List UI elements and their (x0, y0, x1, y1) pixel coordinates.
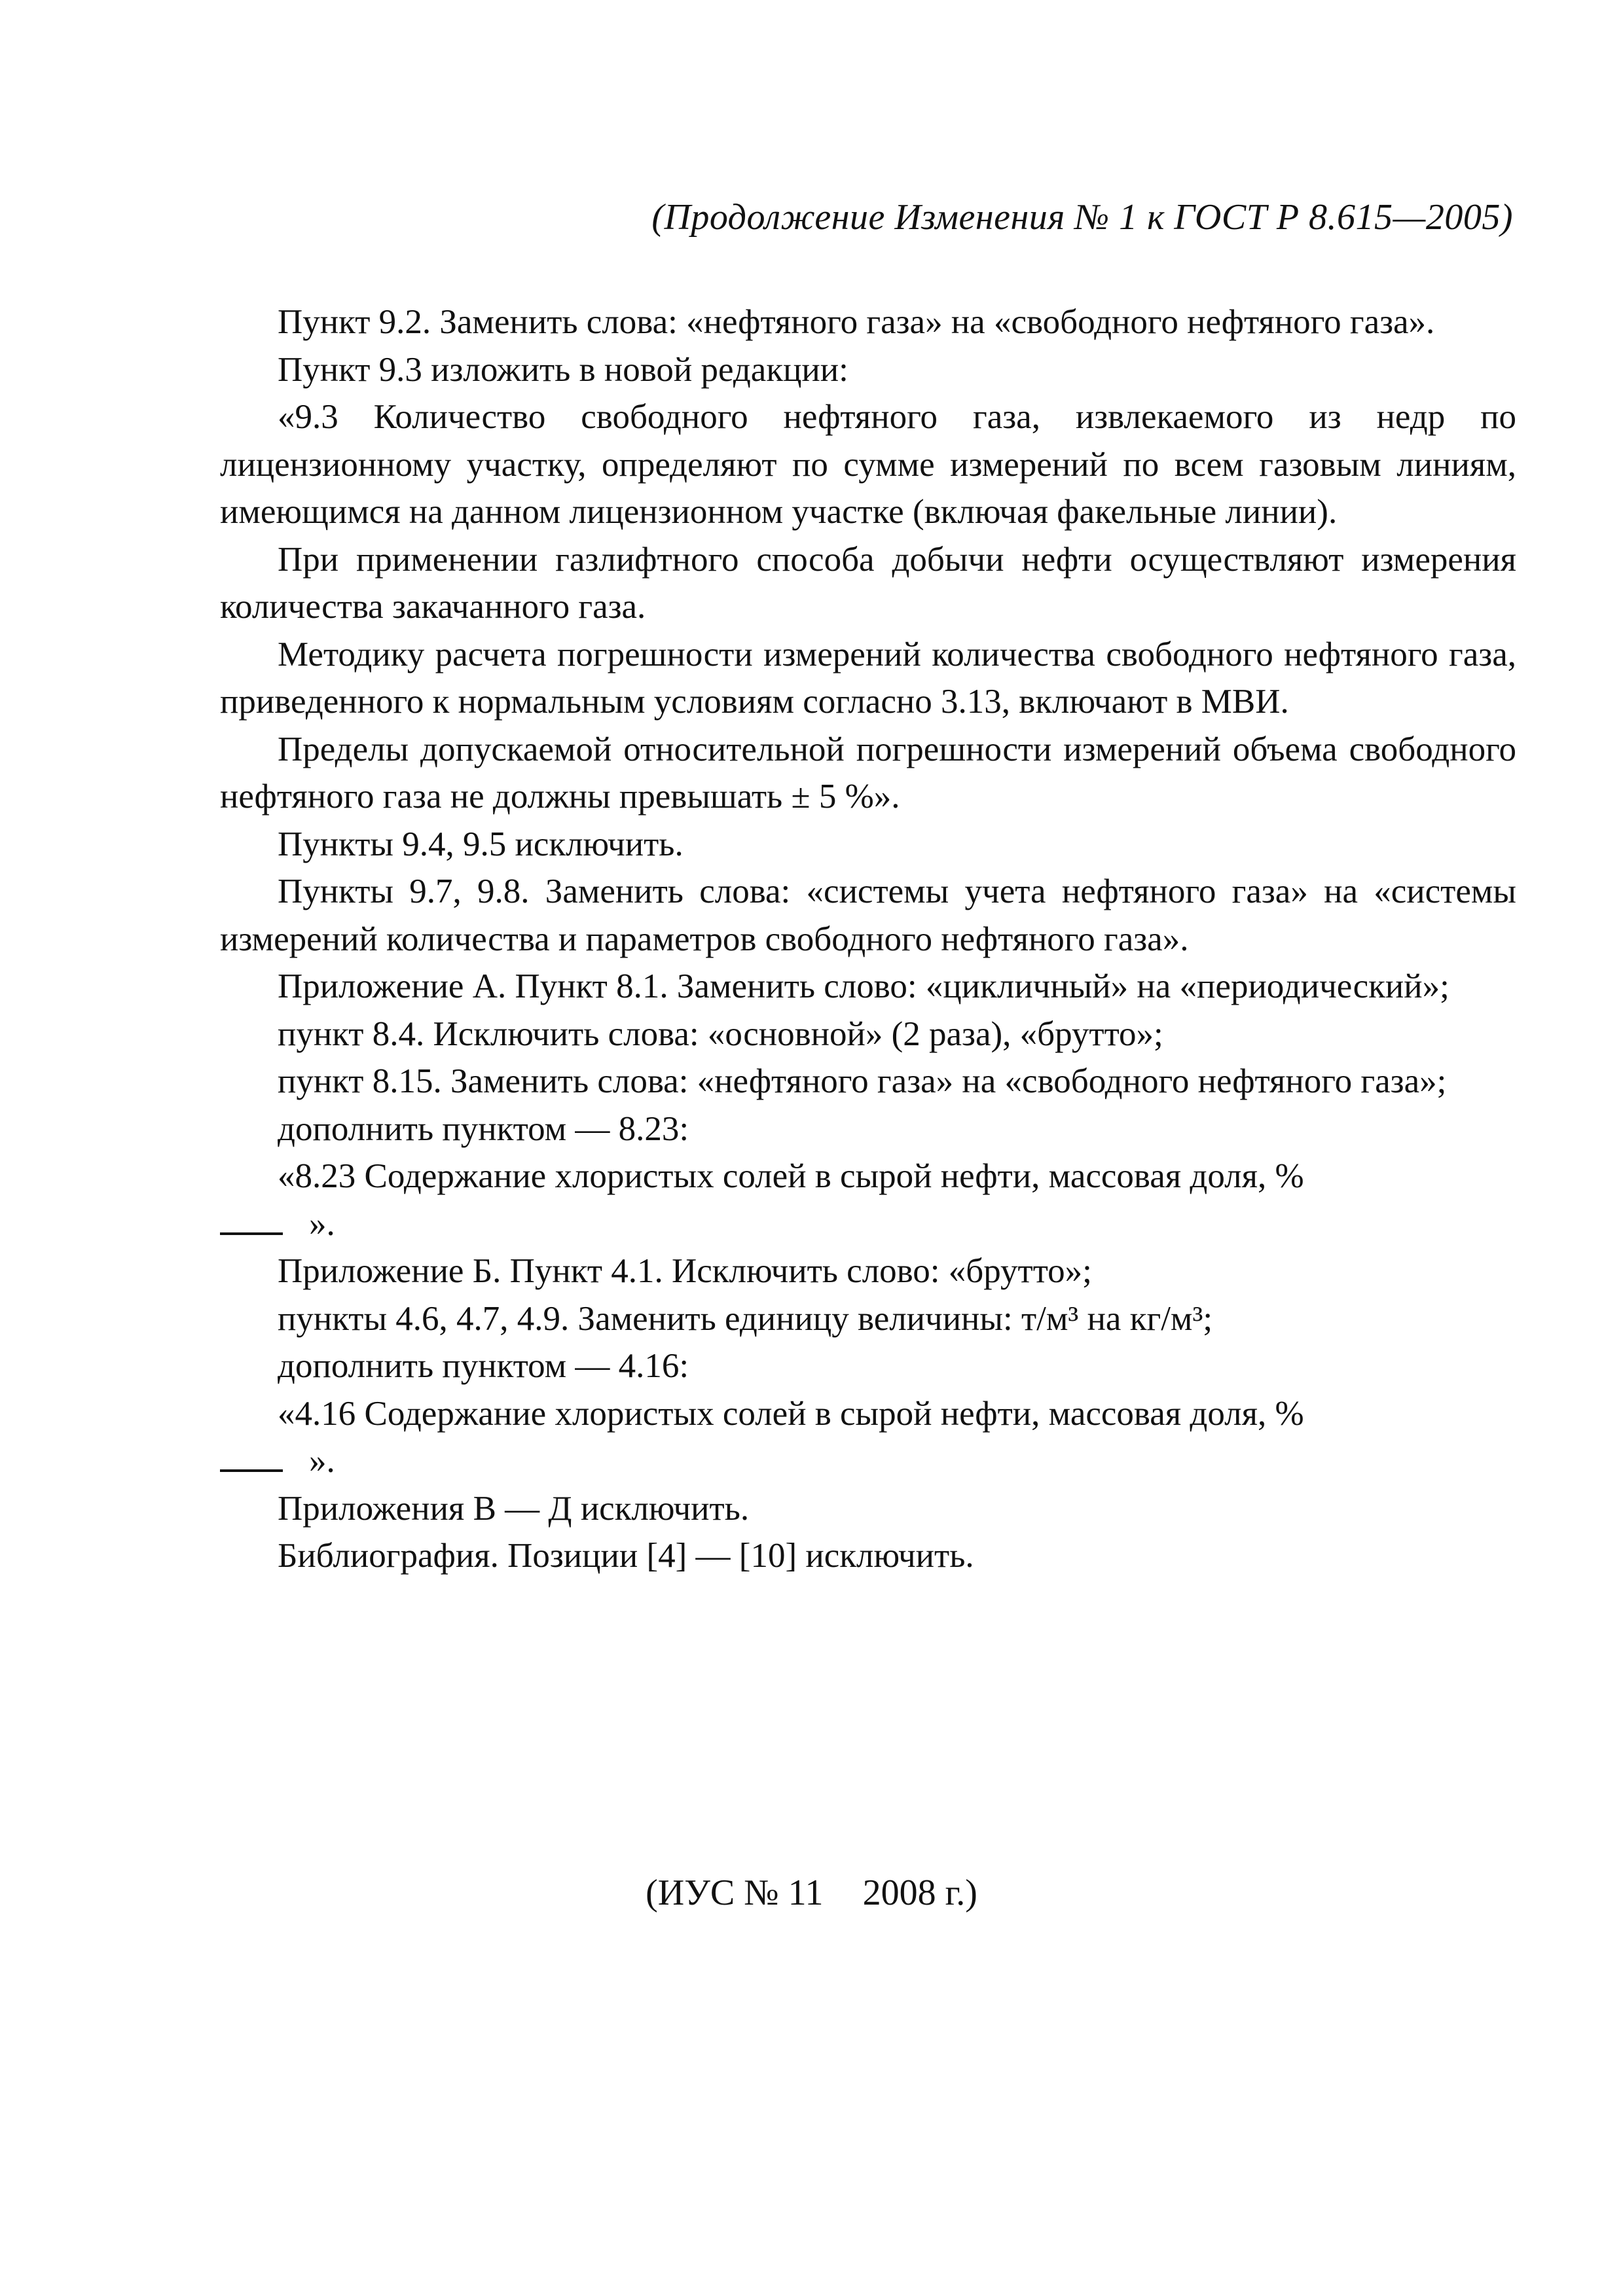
blank-field (220, 1209, 283, 1235)
paragraph-add-8-23: дополнить пунктом — 8.23: (278, 1109, 689, 1148)
page-footer (0, 1872, 1623, 1914)
paragraph-9-3-text: «9.3 Количество свободного нефтяного газа, извлекаемого из недр по лицензионному участку, определяют по сумме измерений по всем газовым линиям, имеющимся на данном лицензионном участке (включая факельные линии). (220, 398, 1516, 531)
paragraph-method: Методику расчета погрешности измерений количества свободного нефтяного газа, приведенного к нормальным условиям согласно 3.13, включают в МВИ. (220, 635, 1516, 721)
paragraph-bibliography: Библиография. Позиции [4] — [10] исключить. (278, 1537, 974, 1575)
closing-quote: ». (309, 1204, 335, 1243)
blank-line-8-23 (220, 1200, 1516, 1248)
paragraph-appendix-a-8-1: Приложение А. Пункт 8.1. Заменить слово: «цикличный» на «периодический»; (278, 967, 1450, 1005)
footer-source: (ИУС № 11 (646, 1873, 824, 1913)
amendment-body (220, 298, 1516, 1580)
closing-quote: ». (309, 1442, 335, 1480)
paragraph-9-2: Пункт 9.2. Заменить слова: «нефтяного газа» на «свободного нефтяного газа». (278, 303, 1435, 341)
paragraph-8-23-text: «8.23 Содержание хлористых солей в сырой нефти, массовая доля, % (278, 1157, 1304, 1195)
paragraph-appendix-b-4-1: Приложение Б. Пункт 4.1. Исключить слово: «брутто»; (278, 1252, 1092, 1290)
paragraph-limits: Пределы допускаемой относительной погрешности измерений объема свободного нефтяного газа не должны превышать ± 5 %». (220, 730, 1516, 816)
paragraph-9-4-9-5: Пункты 9.4, 9.5 исключить. (278, 825, 684, 863)
blank-field (220, 1446, 283, 1472)
paragraph-appendices-v-d: Приложения В — Д исключить. (278, 1489, 750, 1528)
page-header: (Продолжение Изменения № 1 к ГОСТ Р 8.615—2005) (651, 197, 1513, 238)
paragraph-8-15: пункт 8.15. Заменить слова: «нефтяного газа» на «свободного нефтяного газа»; (278, 1062, 1447, 1100)
paragraph-9-3-intro: Пункт 9.3 изложить в новой редакции: (278, 350, 848, 389)
paragraph-8-4: пункт 8.4. Исключить слова: «основной» (2 раза), «брутто»; (278, 1014, 1163, 1053)
paragraph-gaslift: При применении газлифтного способа добычи нефти осуществляют измерения количества закачанного газа. (220, 540, 1516, 626)
paragraph-9-7-9-8: Пункты 9.7, 9.8. Заменить слова: «системы учета нефтяного газа» на «системы измерений количества и параметров свободного нефтяного газа». (220, 872, 1516, 958)
paragraph-4-6-units: пункты 4.6, 4.7, 4.9. Заменить единицу величины: т/м³ на кг/м³; (278, 1299, 1213, 1338)
paragraph-add-4-16: дополнить пунктом — 4.16: (278, 1347, 689, 1385)
footer-year: 2008 г.) (862, 1873, 977, 1913)
blank-line-4-16 (220, 1437, 1516, 1485)
paragraph-4-16-text: «4.16 Содержание хлористых солей в сырой нефти, массовая доля, % (278, 1394, 1304, 1433)
